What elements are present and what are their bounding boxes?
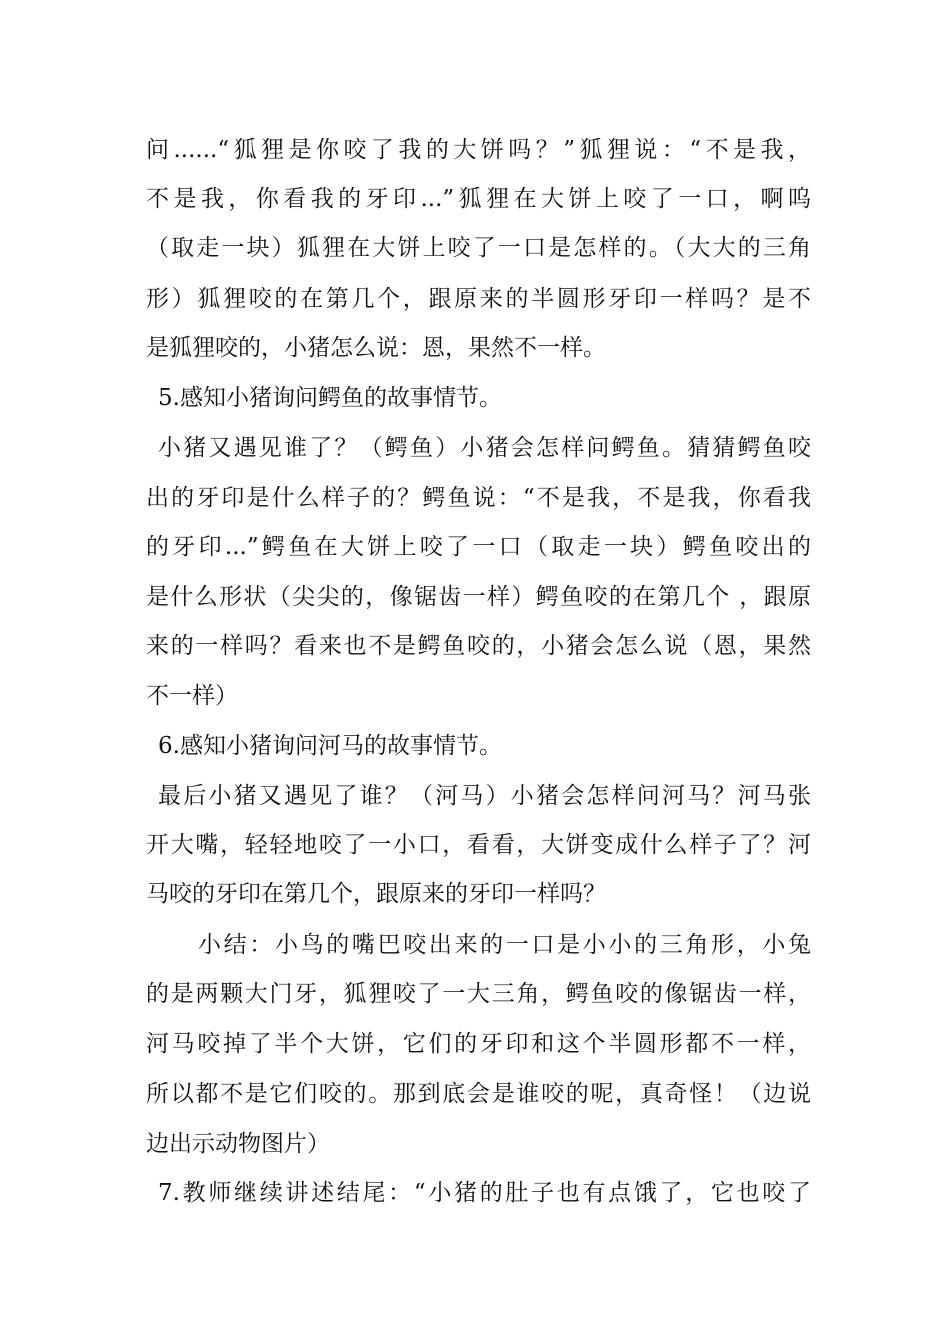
text-line: 是什么形状（尖尖的，像锯齿一样）鳄鱼咬的在第几个 ，跟原 — [146, 584, 811, 610]
text-line: 的牙印...”鳄鱼在大饼上咬了一口（取走一块）鳄鱼咬出的 — [146, 534, 811, 560]
text-line: 的是两颗大门牙，狐狸咬了一大三角，鳄鱼咬的像锯齿一样， — [146, 981, 811, 1007]
text-line: 来的一样吗？看来也不是鳄鱼咬的，小猪会怎么说（恩，果然 — [146, 633, 811, 659]
section-heading: 7.教师继续讲述结尾：“小猪的肚子也有点饿了，它也咬了 — [158, 1180, 811, 1206]
text-line: 开大嘴，轻轻地咬了一小口，看看，大饼变成什么样子了？河 — [146, 832, 811, 858]
text-line: 小结：小鸟的嘴巴咬出来的一口是小小的三角形，小兔 — [198, 932, 811, 958]
text-line: 不是我，你看我的牙印...”狐狸在大饼上咬了一口，啊呜 — [146, 186, 811, 212]
text-line: 形）狐狸咬的在第几个，跟原来的半圆形牙印一样吗？是不 — [146, 286, 811, 312]
text-line: 不一样） — [146, 683, 238, 709]
text-line: 边出示动物图片） — [146, 1131, 330, 1157]
section-heading: 6.感知小猪询问河马的故事情节。 — [158, 733, 502, 759]
section-heading: 5.感知小猪询问鳄鱼的故事情节。 — [158, 385, 502, 411]
text-line: 马咬的牙印在第几个，跟原来的牙印一样吗？ — [146, 881, 606, 907]
text-line: 小猪又遇见谁了？（鳄鱼）小猪会怎样问鳄鱼。猜猜鳄鱼咬 — [158, 435, 811, 461]
text-line: 是狐狸咬的，小猪怎么说：恩，果然不一样。 — [146, 335, 606, 361]
text-line: （取走一块）狐狸在大饼上咬了一口是怎样的。（大大的三角 — [146, 235, 811, 261]
text-line: 问......“狐狸是你咬了我的大饼吗？”狐狸说：“不是我， — [146, 137, 811, 163]
text-line: 出的牙印是什么样子的？鳄鱼说：“不是我，不是我，你看我 — [146, 485, 811, 511]
text-line: 所以都不是它们咬的。那到底会是谁咬的呢，真奇怪！（边说 — [146, 1081, 811, 1107]
text-line: 河马咬掉了半个大饼，它们的牙印和这个半圆形都不一样， — [146, 1031, 811, 1057]
text-line: 最后小猪又遇见了谁？（河马）小猪会怎样问河马？河马张 — [158, 783, 811, 809]
